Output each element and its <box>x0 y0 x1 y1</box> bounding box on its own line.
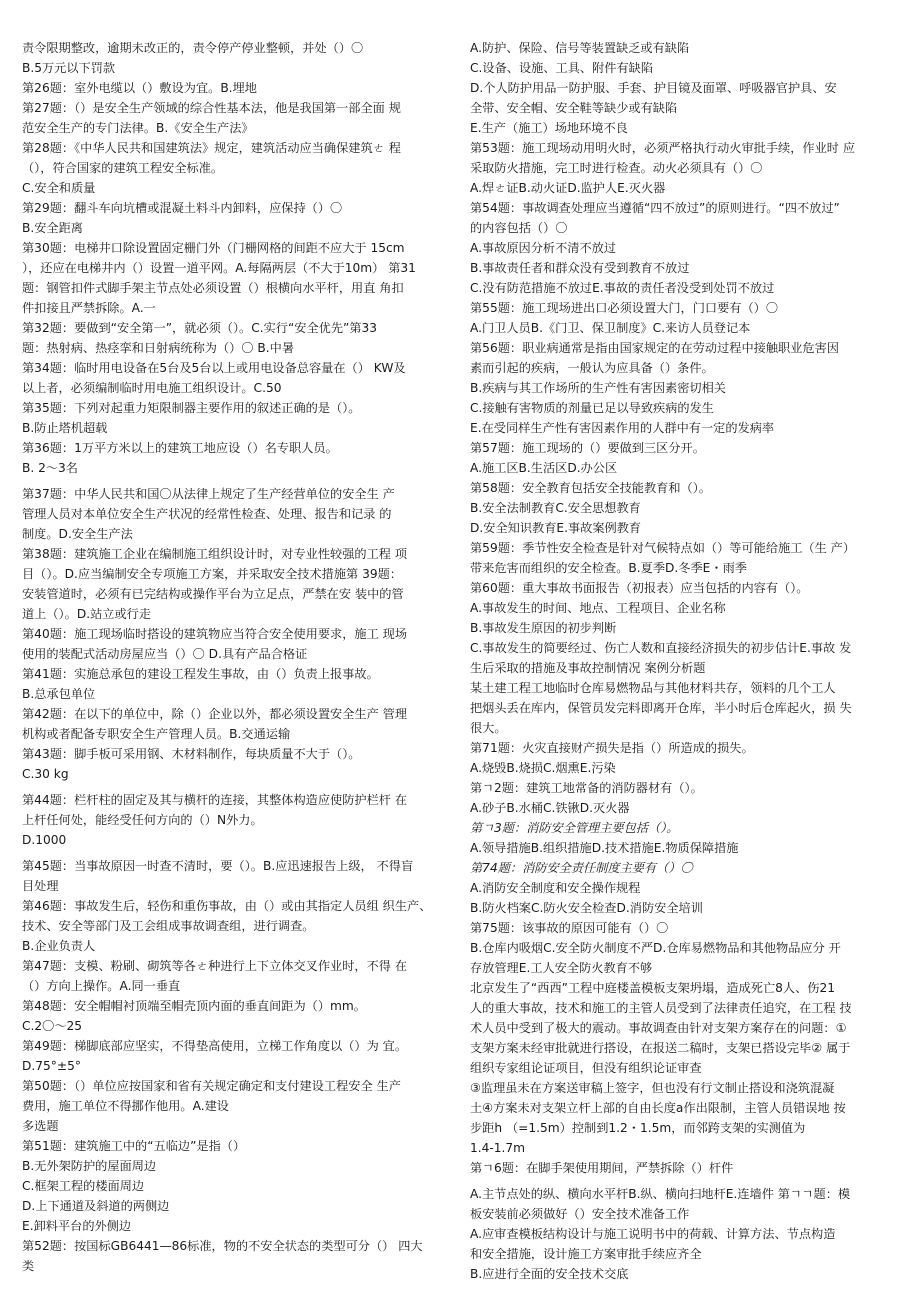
text-line: 存放管理E.工人安全防火教育不够 <box>470 961 653 975</box>
text-line: 第55题：施工现场进出口必须设置大门，门口要有（）〇 <box>470 301 779 315</box>
text-line: 步距h （=1.5m）控制到1.2・1.5m，而邻跨支架的实测值为 <box>470 1121 806 1135</box>
text-line: B.安全法制教育C.安全思想教育 <box>470 501 641 515</box>
text-line: 机构或者配备专职安全生产管理人员。B.交通运输 <box>22 727 291 741</box>
text-line: 第38题：建筑施工企业在编制施工组织设计时，对专业性较强的工程 项 <box>22 547 408 561</box>
text-line: 题：钢管扣件式脚手架主节点处必须设置（）根横向水平杆，用直 角扣 <box>22 281 404 295</box>
text-line: A.事故原因分析不清不放过 <box>470 241 617 255</box>
text-line: 第45题：当事故原因一时查不清时，要（）。B.应迅速报告上级， 不得盲 <box>22 859 414 873</box>
text-line: 安装管道时，必须有已完结构或操作平台为立足点，严禁在安 装中的管 <box>22 587 404 601</box>
text-line: A.事故发生的时间、地点、工程项目、企业名称 <box>470 601 726 615</box>
text-line: B.防火档案C.防火安全检查D.消防安全培训 <box>470 901 703 915</box>
right-column <box>470 38 902 1304</box>
text-line: 上杆任何处，能经受任何方向的（）N外力。 <box>22 813 263 827</box>
text-line: 第34题：临时用电设备在5台及5台以上或用电设备总容量在（） KW及 <box>22 361 406 375</box>
text-line: 全带、安全帽、安全鞋等缺少或有缺陷 <box>470 101 678 115</box>
text-line: 第44题：栏杆柱的固定及其与横杆的连接，其整体构造应使防护栏杆 在 <box>22 793 408 807</box>
text-line: 和安全措施，设计施工方案审批手续应齐全 <box>470 1247 702 1261</box>
text-line: 术人员中受到了极大的震动。事故调查由针对支架方案存在的问题：① <box>470 1021 847 1035</box>
text-line: 采取防火措施，完工时进行检查。动火必须具有（）〇 <box>470 161 763 175</box>
text-line: C.事故发生的简要经过、伤亡人数和直接经济损失的初步估计E.事故 发 <box>470 641 852 655</box>
text-line: 第28题：《中华人民共和国建筑法》规定，建筑活动应当确保建筑ㄜ 程 <box>22 141 401 155</box>
text-line: 第37题：中华人民共和国〇从法律上规定了生产经营单位的安全生 产 <box>22 487 395 501</box>
text-line <box>470 1284 902 1304</box>
text-line: A.应审查模板结构设计与施工说明书中的荷载、计算方法、节点构造 <box>470 1227 836 1241</box>
text-line: 第ㄱ6题：在脚手架使用期间，严禁拆除（）杆件 <box>470 1161 734 1175</box>
text-line: 类 <box>22 1259 35 1273</box>
text-line: 范安全生产的专门法律。B.《安全生产法》 <box>22 121 254 135</box>
text-line: B.总承包单位 <box>22 687 96 701</box>
text-line: 带来危害而组织的安全检查。B.夏季D.冬季E・雨季 <box>470 561 747 575</box>
text-line: E.卸料平台的外侧边 <box>22 1219 132 1233</box>
text-line: 使用的装配式活动房屋应当（）〇 D.具有产品合格证 <box>22 647 308 661</box>
text-line: A.砂子B.水桶C.铁锹D.灭火器 <box>470 801 630 815</box>
text-line: 第ㄱ3题：消防安全管理主要包括（）。 <box>470 821 679 835</box>
text-line: C.设备、设施、工具、附件有缺陷 <box>470 61 654 75</box>
text-line: D.1000 <box>22 833 67 847</box>
text-line: 素而引起的疾病，一般认为应具备（）条件。 <box>470 361 714 375</box>
text-line: B.安全距离 <box>22 221 83 235</box>
text-line: 第56题：职业病通常是指由国家规定的在劳动过程中接触职业危害因 <box>470 341 839 355</box>
text-line: 道上（）。D.站立或行走 <box>22 607 152 621</box>
text-line: A.施工区B.生活区D.办公区 <box>470 461 618 475</box>
text-line: E.在受同样生产性有害因素作用的人群中有一定的发病率 <box>470 421 775 435</box>
text-line: 技术、安全等部门及工会组成事故调查组，进行调查。 <box>22 919 315 933</box>
text-line: 人的重大事故，技术和施工的主管人员受到了法律责任追究，在工程 技 <box>470 1001 852 1015</box>
text-line: 1.4-1.7m <box>470 1141 526 1155</box>
text-line: 制度。D.安全生产法 <box>22 527 133 541</box>
text-line: C.30 kg <box>22 767 69 781</box>
text-line: 第74题：消防安全责任制度主要有（）〇 <box>470 861 693 875</box>
text-line: 第27题：（）是安全生产领域的综合性基本法，他是我国第一部全面 规 <box>22 101 401 115</box>
text-line: 某土建工程工地临时仓库易燃物品与其他材料共存，领料的几个工人 <box>470 681 836 695</box>
text-line: 第54题：事故调查处理应当遵循“四不放过”的原则进行。“四不放过” <box>470 201 840 215</box>
text-line: A.烧毁B.烧损C.烟熏E.污染 <box>470 761 616 775</box>
text-line: 把烟头丢在库内，保管员发完料即离开仓库，半小时后仓库起火，损 失 <box>470 701 852 715</box>
text-line: （）方向上操作。A.同一垂直 <box>22 979 181 993</box>
text-line: 第43题：脚手板可采用钢、木材料制作，每块质量不大于（）。 <box>22 747 361 761</box>
text-line: A.焊ㄜ证B.动火证D.监护人E.灭火器 <box>470 181 666 195</box>
section-heading: 多选题 <box>22 1119 59 1133</box>
text-line: 费用，施工单位不得挪作他用。A.建设 <box>22 1099 229 1113</box>
text-line: 第53题：施工现场动用明火时，必须严格执行动火审批手续，作业时 应 <box>470 141 856 155</box>
text-line: A.消防安全制度和安全操作规程 <box>470 881 641 895</box>
text-line: 管理人员对本单位安全生产状况的经常性检查、处理、报告和记录 的 <box>22 507 392 521</box>
text-line: 第50题：（）单位应按国家和省有关规定确定和支付建设工程安全 生产 <box>22 1079 401 1093</box>
text-line: 组织专家组论证项目，但没有组织论证审查 <box>470 1061 702 1075</box>
text-line: B. 2～3名 <box>22 461 78 475</box>
text-line: D.个人防护用品一防护服、手套、护目镜及面罩、呼吸器官护具、安 <box>470 81 837 95</box>
text-line: 第58题：安全教育包括安全技能教育和（）。 <box>470 481 711 495</box>
text-line: 目处理 <box>22 879 59 893</box>
text-line: 第ㄱ2题：建筑工地常备的消防器材有（）。 <box>470 781 703 795</box>
text-line: 很大。 <box>470 721 507 735</box>
text-line: 第40题：施工现场临时搭设的建筑物应当符合安全使用要求，施工 现场 <box>22 627 408 641</box>
text-line: 第41题：实施总承包的建设工程发生事故，由（）负责上报事故。 <box>22 667 379 681</box>
text-line: B.5万元以下罚款 <box>22 61 116 75</box>
text-line: 第46题：事故发生后，轻伤和重伤事故，由（）或由其指定人员组 织生产、 <box>22 899 432 913</box>
text-line: 第75题：该事故的原因可能有（）〇 <box>470 921 669 935</box>
text-line: 土④方案未对支架立杆上部的自由长度a作出限制，主管人员错误地 按 <box>470 1101 846 1115</box>
text-line: 以上者，必须编制临时用电施工组织设计。C.50 <box>22 381 282 395</box>
text-line: A.防护、保险、信号等装置缺乏或有缺陷 <box>470 41 690 55</box>
text-line: D.上下通道及斜道的两侧边 <box>22 1199 170 1213</box>
text-line: 第59题：季节性安全检查是针对气候特点如（）等可能给施工（生 产） <box>470 541 856 555</box>
text-line: D.75°±5° <box>22 1059 81 1073</box>
text-line: 第29题：翻斗车向坑槽或混凝土料斗内卸料，应保持（）〇 <box>22 201 343 215</box>
text-line: E.生产（施工）场地环境不良 <box>470 121 628 135</box>
text-line: B.企业负责人 <box>22 939 96 953</box>
text-line: 第51题：建筑施工中的“五临边”是指（） <box>22 1139 246 1153</box>
text-line: 责令限期整改，逾期未改正的，责令停产停业整顿，并处（）〇 <box>22 41 364 55</box>
text-line: 第60题：重大事故书面报告（初报表）应当包括的内容有（）。 <box>470 581 809 595</box>
text-line: C.框架工程的楼面周边 <box>22 1179 145 1193</box>
text-line: A.领导措施B.组织措施D.技术措施E.物质保障措施 <box>470 841 739 855</box>
text-line: B.防止塔机超载 <box>22 421 108 435</box>
left-column <box>22 38 450 1276</box>
text-line: 第57题：施工现场的（）要做到三区分开。 <box>470 441 705 455</box>
text-line: A.主节点处的纵、横向水平杆B.纵、横向扫地杆E.连墙件 第ㄱㄱ题：模 <box>470 1187 851 1201</box>
text-line: A.门卫人员B.《门卫、保卫制度》C.来访人员登记本 <box>470 321 751 335</box>
text-line: D.安全知识教育E.事故案例教育 <box>470 521 642 535</box>
text-line: 第32题：要做到“安全第一”，就必须（）。C.实行“安全优先”第33 <box>22 321 378 335</box>
text-line: 生后采取的措施及事故控制情况 案例分析题 <box>470 661 706 675</box>
text-line: 件扣接且严禁拆除。A.一 <box>22 301 156 315</box>
text-line: B.事故责任者和群众没有受到教育不放过 <box>470 261 690 275</box>
text-line: C.没有防范措施不放过E.事故的责任者没受到处罚不放过 <box>470 281 775 295</box>
text-line: 第36题：1万平方米以上的建筑工地应设（）名专职人员。 <box>22 441 338 455</box>
text-line: 北京发生了“西西”工程中庭楼盖模板支架坍塌，造成死亡8人、伤21 <box>470 981 835 995</box>
text-line: 第52题：按国标GB6441—86标准，物的不安全状态的类型可分（） 四大 <box>22 1239 423 1253</box>
text-line: 第49题：梯脚底部应坚实，不得垫高使用，立梯工作角度以（）为 宜。 <box>22 1039 408 1053</box>
text-line: C.2〇～25 <box>22 1019 83 1033</box>
text-line: 支架方案未经审批就进行搭设，在报送二稿时，支架已搭设完毕② 属于 <box>470 1041 851 1055</box>
text-line: B.疾病与其工作场所的生产性有害因素密切相关 <box>470 381 726 395</box>
text-line: B.事故发生原因的初步判断 <box>470 621 617 635</box>
text-line: B.仓库内吸烟C.安全防火制度不严D.仓库易燃物品和其他物品应分 开 <box>470 941 841 955</box>
text-line: ③监理虽未在方案送审稿上签字，但也没有行文制止搭设和浇筑混凝 <box>470 1081 835 1095</box>
text-line: 板安装前必须做好（）安全技术准备工作 <box>470 1207 690 1221</box>
text-line: C.安全和质量 <box>22 181 96 195</box>
text-line: 的内容包括（）〇 <box>470 221 568 235</box>
text-line: 第35题：下列对起重力矩限制器主要作用的叙述正确的是（）。 <box>22 401 361 415</box>
text-line: 第47题：支模、粉刷、砌筑等各ㄜ种进行上下立体交叉作业时，不得 在 <box>22 959 408 973</box>
text-line: 目（）。D.应当编制安全专项施工方案，并采取安全技术措施第 39题： <box>22 567 402 581</box>
text-line: 题：热射病、热痉挛和日射病统称为（）〇 B.中暑 <box>22 341 295 355</box>
text-line: 第48题：安全帽帽衬顶端至帽壳顶内面的垂直间距为（）mm。 <box>22 999 366 1013</box>
text-line: 第26题：室外电缆以（）敷设为宜。B.埋地 <box>22 81 257 95</box>
text-line: 第71题：火灾直接财产损失是指（）所造成的损失。 <box>470 741 754 755</box>
text-line: B.应进行全面的安全技术交底 <box>470 1267 629 1281</box>
text-line: ），还应在电梯井内（）设置一道平网。A.每隔两层（不大于10m） 第31 <box>22 261 416 275</box>
text-line: 第42题：在以下的单位中，除（）企业以外，都必须设置安全生产 管理 <box>22 707 408 721</box>
text-line: B.无外架防护的屋面周边 <box>22 1159 157 1173</box>
text-line: （），符合国家的建筑工程安全标准。 <box>22 161 224 175</box>
text-line: 第30题：电梯井口除设置固定栅门外（门栅网格的间距不应大于 15cm <box>22 241 405 255</box>
text-line: C.接触有害物质的剂量已足以导致疾病的发生 <box>470 401 714 415</box>
